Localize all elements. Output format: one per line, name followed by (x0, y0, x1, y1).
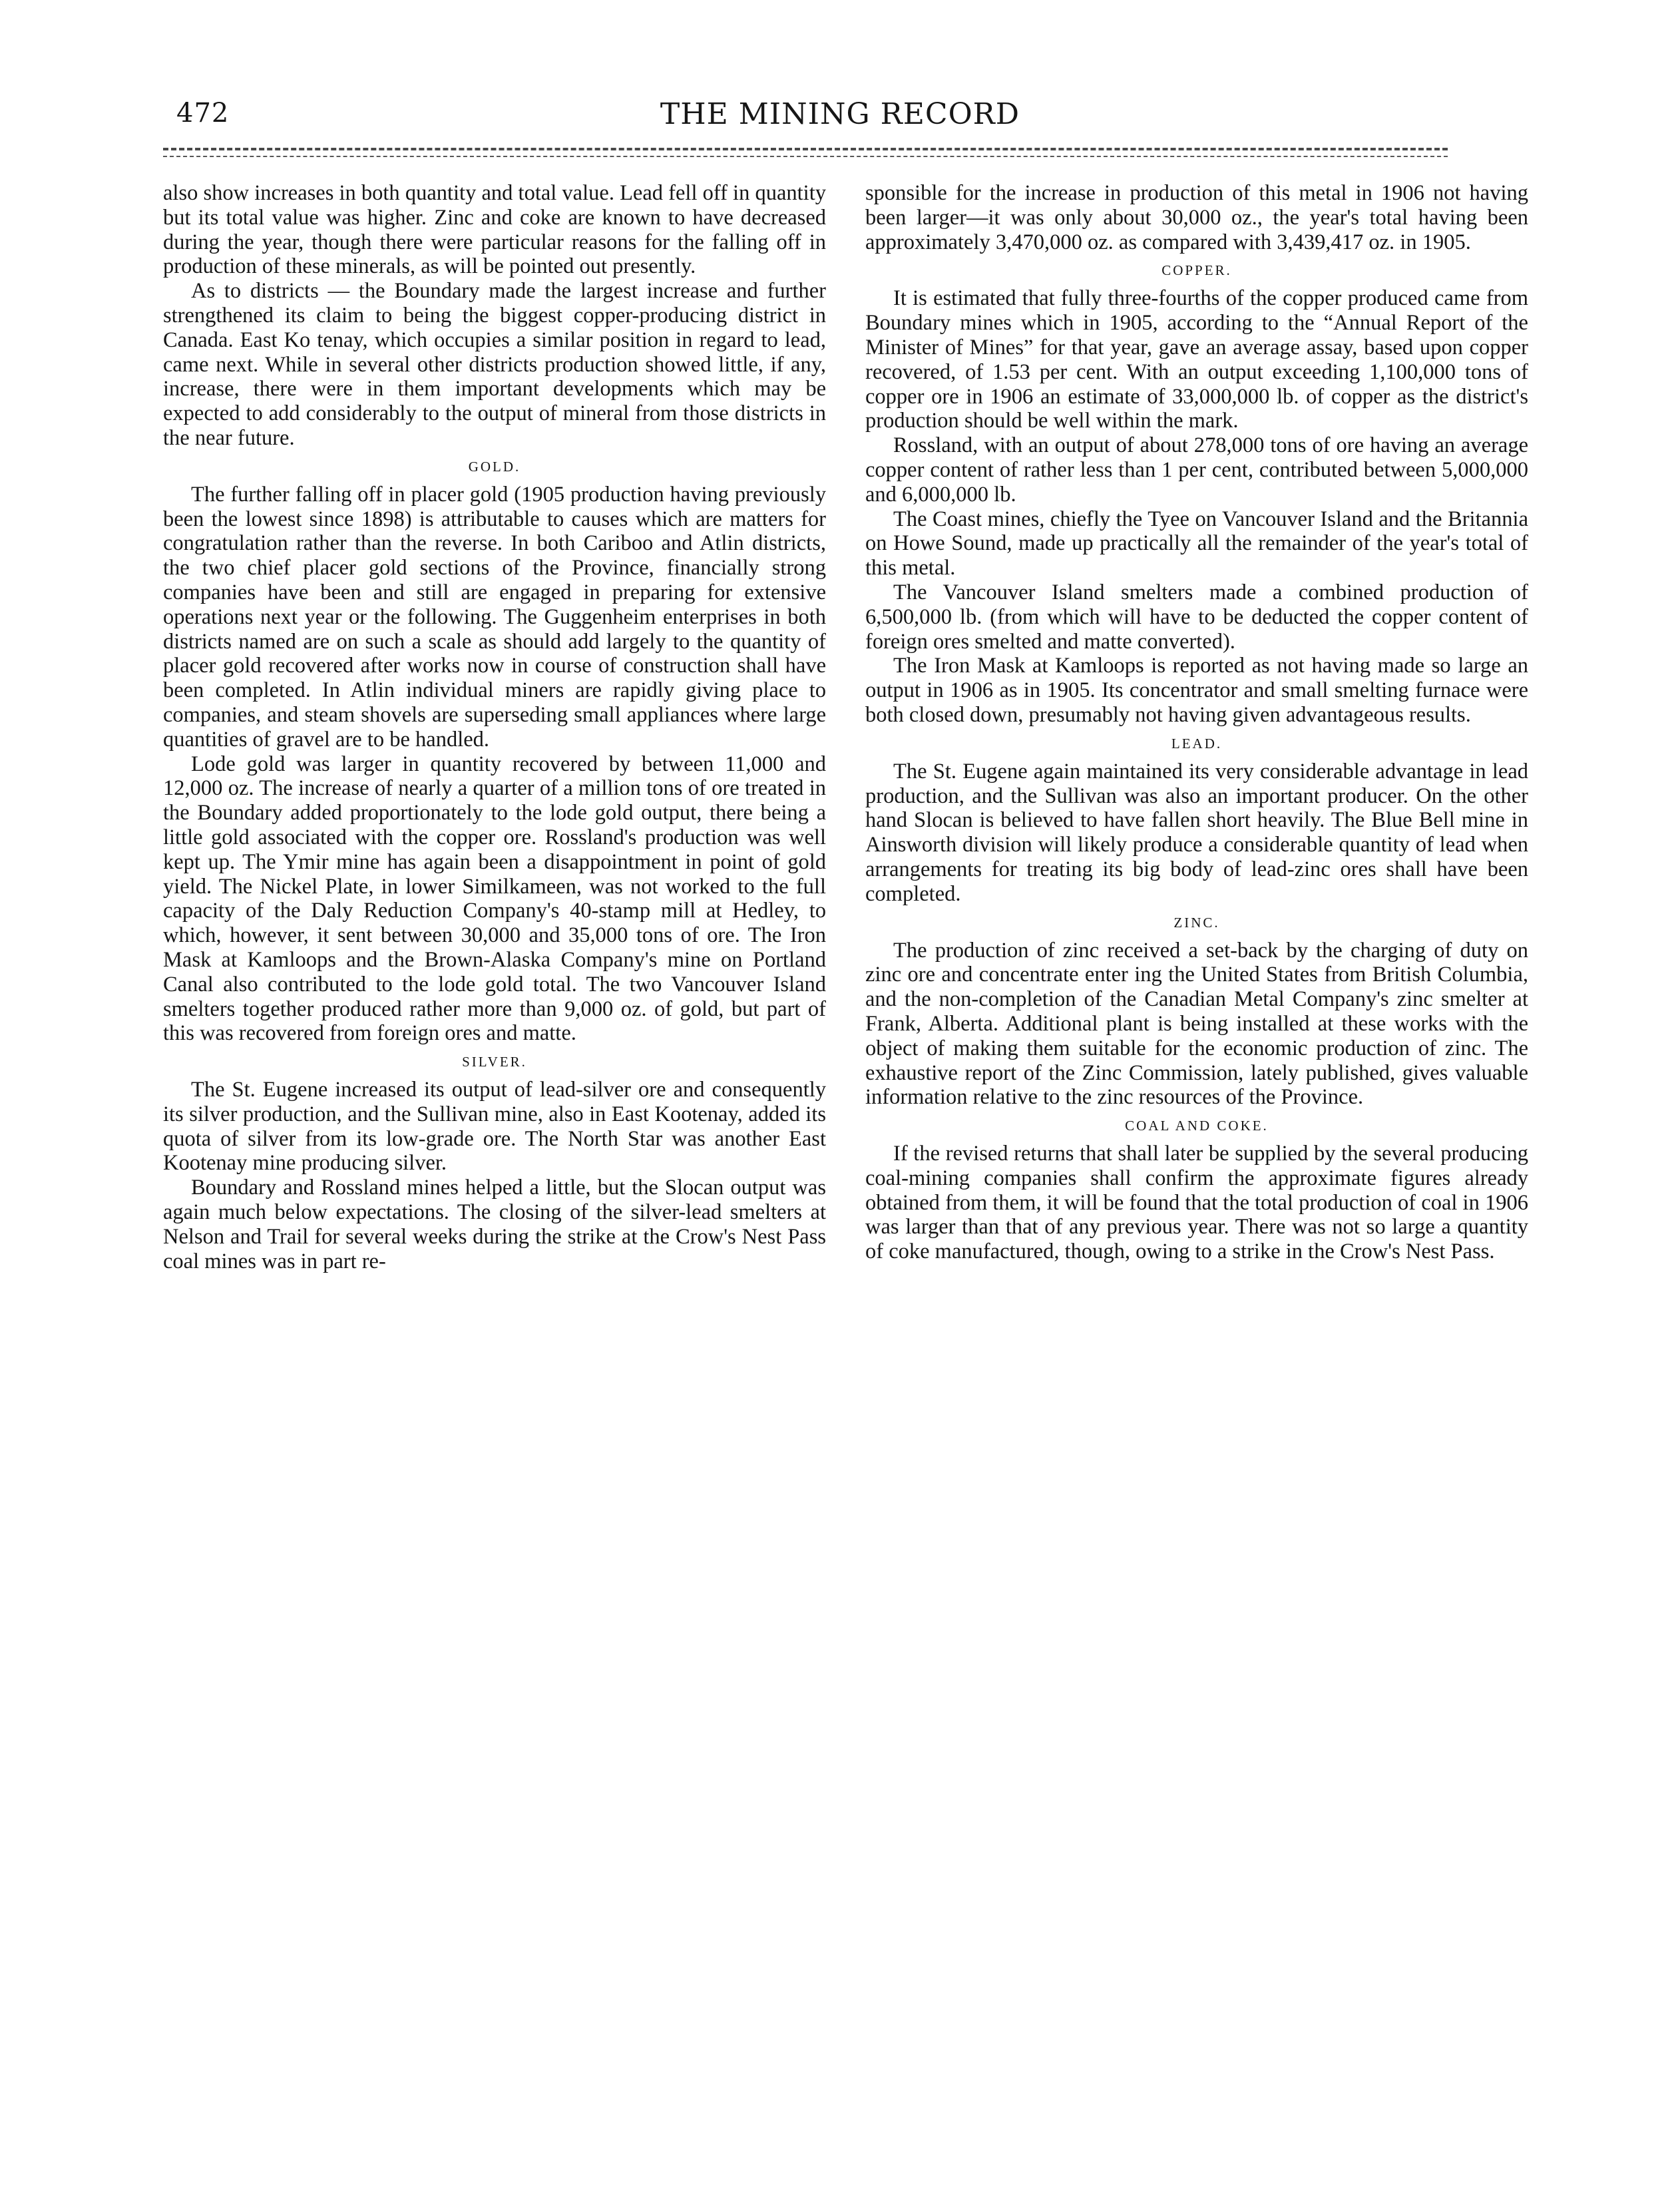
journal-title: THE MINING RECORD (660, 97, 1020, 131)
page-number: 472 (176, 98, 230, 128)
section-heading: GOLD. (468, 458, 521, 475)
section-heading: LEAD. (1171, 735, 1223, 752)
paragraph: As to districts — the Boundary made the largest increase and further strengthened its claim to being the biggest copper-producing district in Canada. East Ko tenay, which occupies a similar position in regard to lead, came next. While in several other districts production showed little, if any, increase, there were in them important developments which may be expected to add considerably to the output of mineral from those districts in the near future. (163, 279, 826, 450)
paragraph: sponsible for the increase in production of this metal in 1906 not having been larger—it was only about 30,000 oz., the year's total having been approximately 3,470,000 oz. as compared with 3,439,417 oz. in 1905. (865, 181, 1528, 254)
section-heading: COAL AND COKE. (1125, 1118, 1269, 1134)
paragraph: The production of zinc received a set-back by the charging of duty on zinc ore and concentrate enter ing the United States from British Columbia, and the non-completion of the Canadian Metal Company's zinc smelter at Frank, Alberta. Additional plant is being installed at these works with the object of making them suitable for the economic production of zinc. The exhaustive report of the Zinc Commission, lately published, gives valuable information relative to the zinc resources of the Province. (865, 938, 1528, 1110)
paragraph: Lode gold was larger in quantity recovered by between 11,000 and 12,000 oz. The increase of nearly a quarter of a million tons of ore treated in the Boundary added proportionately to the lode gold output, there being a little gold associated with the copper ore. Rossland's production was well kept up. The Ymir mine has again been a disappointment in point of gold yield. The Nickel Plate, in lower Similkameen, was not worked to the full capacity of the Daly Reduction Company's 40-stamp mill at Hedley, to which, however, it sent between 30,000 and 35,000 tons of ore. The Iron Mask at Kamloops and the Brown-Alaska Company's mine on Portland Canal also contributed to the lode gold total. The two Vancouver Island smelters together produced rather more than 9,000 oz. of gold, but part of this was recovered from foreign ores and matte. (163, 752, 826, 1046)
paragraph: The Vancouver Island smelters made a combined production of 6,500,000 lb. (from which will have to be deducted the copper content of foreign ores smelted and matte converted). (865, 580, 1528, 654)
paragraph: The St. Eugene again maintained its very considerable advantage in lead production, and the Sullivan was also an important producer. On the other hand Slocan is believed to have fallen short heavily. The Blue Bell mine in Ainsworth division will likely produce a considerable quantity of lead when arrangements for treating its big body of lead-zinc ores shall have been completed. (865, 759, 1528, 906)
paragraph: The further falling off in placer gold (1905 production having previously been the lowest since 1898) is attributable to causes which are matters for congratulation rather than the reverse. In both Cariboo and Atlin districts, the two chief placer gold sections of the Province, financially strong companies have been and still are engaged in preparing for extensive operations next year or the following. The Guggenheim enterprises in both districts named are on such a scale as should add largely to the quantity of placer gold recovered after works now in course of construction shall have been completed. In Atlin individual miners are rapidly giving place to companies, and steam shovels are superseding small appliances where large quantities of gravel are to be handled. (163, 482, 826, 752)
paragraph: Rossland, with an output of about 278,000 tons of ore having an average copper content of rather less than 1 per cent, contributed between 5,000,000 and 6,000,000 lb. (865, 433, 1528, 507)
paragraph: The Iron Mask at Kamloops is reported as not having made so large an output in 1906 as in 1905. Its concentrator and small smelting furnace were both closed down, presumably not having given advantageous results. (865, 654, 1528, 727)
paragraph: It is estimated that fully three-fourths of the copper produced came from Boundary mines which in 1905, according to the “Annual Report of the Minister of Mines” for that year, gave an average assay, based upon copper recovered, of 1.53 per cent. With an output exceeding 1,100,000 tons of copper ore in 1906 an estimate of 33,000,000 lb. of copper as the district's production should be well within the mark. (865, 286, 1528, 433)
paragraph: The St. Eugene increased its output of lead-silver ore and consequently its silver production, and the Sullivan mine, also in East Kootenay, added its quota of silver from its low-grade ore. The North Star was another East Kootenay mine producing silver. (163, 1078, 826, 1176)
section-heading: ZINC. (1173, 914, 1220, 931)
left-column (163, 181, 826, 1273)
section-heading: SILVER. (462, 1054, 527, 1070)
paragraph: also show increases in both quantity and total value. Lead fell off in quantity but its total value was higher. Zinc and coke are known to have decreased during the year, though there were particular reasons for the falling off in production of these minerals, as will be pointed out presently. (163, 181, 826, 279)
header-rule (163, 148, 1448, 157)
paragraph: If the revised returns that shall later be supplied by the several producing coal-mining companies shall confirm the approximate figures already obtained from them, it will be found that the total production of coal in 1906 was larger than that of any previous year. There was not so large a quantity of coke manufactured, though, owing to a strike in the Crow's Nest Pass. (865, 1142, 1528, 1264)
right-column (865, 181, 1528, 1264)
paragraph: The Coast mines, chiefly the Tyee on Vancouver Island and the Britannia on Howe Sound, made up practically all the remainder of the year's total of this metal. (865, 507, 1528, 580)
paragraph: Boundary and Rossland mines helped a little, but the Slocan output was again much below expectations. The closing of the silver-lead smelters at Nelson and Trail for several weeks during the strike at the Crow's Nest Pass coal mines was in part re- (163, 1176, 826, 1273)
section-heading: COPPER. (1161, 262, 1232, 279)
